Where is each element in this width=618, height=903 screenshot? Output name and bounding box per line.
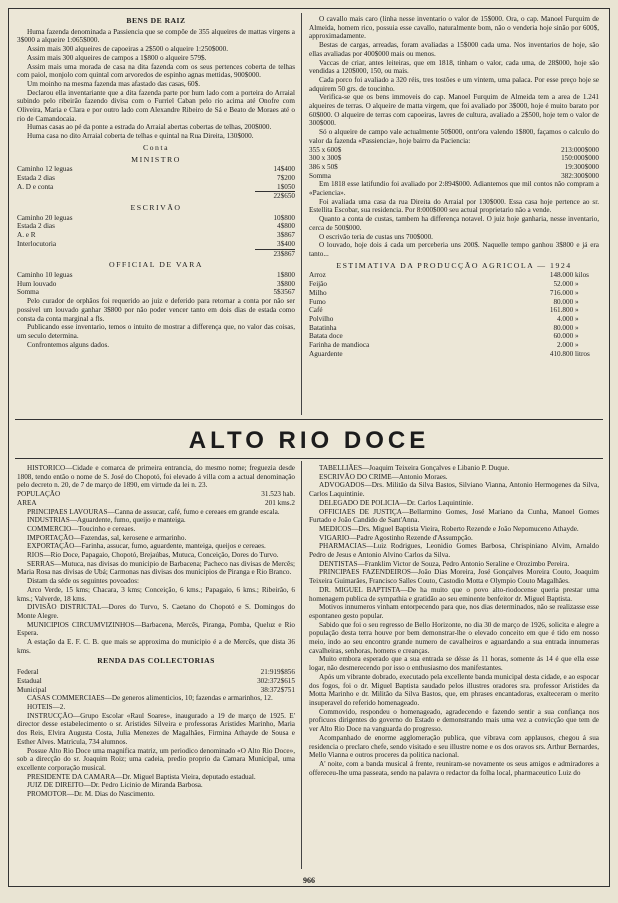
estimativa-value: 148.000 xyxy=(549,271,574,280)
calc-row-value: 150:000$000 xyxy=(561,154,599,163)
paragraph: O louvado, hoje dois á cada um perceberia uns 200$. Naquelle tempo ganhou 3$800 e já era tanto... xyxy=(309,241,599,258)
estimativa-value-wrap xyxy=(550,289,599,298)
calc-row xyxy=(309,146,599,155)
ministro-row-value: 7$200 xyxy=(277,173,295,182)
paragraph: RIOS—Rio Doce, Papagaio, Chopotó, Brejaúbas, Mutuca, Conceição, Dores do Turvo. xyxy=(27,551,279,560)
calc-row-value: 382:300$000 xyxy=(561,171,599,180)
paragraph: SERRAS—Mutuca, nas divisas do municipio de Barbacena; Pacheco nas divisas de Mercês; Maria Rosa nas divisas de Ubá; Carmonas nas divisas dos municipios de Piranga e Rio Branco. xyxy=(17,559,295,577)
oficial-row-value: 3$800 xyxy=(277,279,295,288)
right-column-top xyxy=(309,15,599,358)
estimativa-row xyxy=(309,324,599,333)
paragraph: Um moinho na mesma fazenda mas afastado das casas, 60$. xyxy=(27,79,201,88)
page-number: 966 xyxy=(303,876,315,885)
escrivao-row-label: Interlocutoria xyxy=(17,239,57,248)
estimativa-value: 60.000 xyxy=(553,332,574,341)
escrivao-row xyxy=(17,214,295,223)
estimativa-unit: » xyxy=(575,341,579,350)
paragraph: Arco Verde, 15 kms; Chacara, 3 kms; Conceição, 6 kms.; Papagaio, 6 kms.; Ribeirão, 6 kms.; Valverde, 18 kms. xyxy=(17,585,295,603)
paragraph: TABELLIÃES—Joaquim Teixeira Gonçalves e Libanio P. Duque. xyxy=(319,464,510,472)
estimativa-value: 410.800 xyxy=(549,349,574,358)
paragraph: DR. MIGUEL BAPTISTA—De ha muito que o povo alto-riodocense queria prestar uma homenagem publica de sympathia e gratidão ao seu eminente benfeitor dr. Miguel Baptista. xyxy=(309,585,599,603)
estimativa-row xyxy=(309,271,599,280)
paragraph: DIVISÃO DISTRICTAL—Dores do Turvo, S. Caetano do Chopotó e S. Domingos do Monte Alegre. xyxy=(17,603,295,620)
oficial-row xyxy=(17,288,295,297)
ministro-title: MINISTRO xyxy=(131,154,181,164)
column-divider-top xyxy=(301,13,302,415)
stat-row-label: Federal xyxy=(17,668,39,677)
paragraph: DELEGADO DE POLICIA—Dr. Carlos Laquintinie. xyxy=(319,498,474,507)
paragraph: DENTISTAS—Franklim Victor de Souza, Pedro Antonio Seraline e Orozimbo Pereira. xyxy=(319,559,570,568)
column-divider-bottom xyxy=(301,461,302,869)
ministro-row xyxy=(17,165,295,174)
oficial-row-label: Somma xyxy=(17,288,39,297)
paragraph: Motivos innumeros vinham entorpecendo para que, nos dias determinados, não se realizasse esse espontaneo gesto popular. xyxy=(309,603,599,620)
paragraph: HISTORICO—Cidade e comarca de primeira entrancia, do mesmo nome; freguezia desde 1808, tendo então o nome de S. José do Chopotó, foi elevado á villa com a actual denominação pelo decreto n. 20, de 7 de março de 1890, em virtude da lei n. 23. xyxy=(17,464,295,490)
stat-row-value: 31.523 hab. xyxy=(261,490,295,499)
stat-row-value: 38:372$751 xyxy=(260,685,295,694)
calc-row xyxy=(309,172,599,181)
escrivao-row-label: A. e R xyxy=(17,231,36,240)
estimativa-unit: litros xyxy=(575,349,590,358)
stat-row-label: AREA xyxy=(17,498,37,507)
paragraph: Publicando esse inventario, temos o intuito de mostrar a differença que, no valor das coisas, um seculo determina. xyxy=(17,323,295,340)
estimativa-value: 161.800 xyxy=(549,306,574,315)
estimativa-label: Arroz xyxy=(309,271,326,280)
ministro-total xyxy=(17,192,295,201)
conta-title: Conta xyxy=(142,142,170,152)
oficial-title: OFFICIAL DE VARA xyxy=(108,260,204,270)
paragraph: PROMOTOR—Dr. M. Dias do Nascimento. xyxy=(27,790,155,799)
escrivao-row-value: 3$867 xyxy=(277,231,295,240)
escrivao-row-label: Caminho 20 leguas xyxy=(17,213,73,222)
paragraph: PRESIDENTE DA CAMARA—Dr. Miguel Baptista Vieira, deputado estadual. xyxy=(27,772,256,781)
paragraph: Assim mais 300 alqueires de campos a 1$800 o alqueire 579$. xyxy=(27,53,207,62)
paragraph: MEDICOS—Drs. Miguel Baptista Vieira, Roberto Rezende e João Nepomuceno Athayde. xyxy=(319,524,579,533)
estimativa-value-wrap xyxy=(550,306,599,315)
paragraph: Assim mais 300 alqueires de capoeiras a 2$500 o alqueire 1:250$000. xyxy=(27,45,229,54)
paragraph: Verifica-se que os bens immoveis do cap. Manoel Furquim de Almeida tem a area de 1.241 alqueires de terras. O alqueire de matta virgem, que foi avaliado por 3$000, hoje é muito barato por 60$000. O alqueire de terras com capoeiras, lavres de cultura, avaliado a 2$500, hoje tem o valor de 300$000. xyxy=(309,93,599,128)
oficial-row-label: Hum louvado xyxy=(17,279,57,288)
estimativa-unit: » xyxy=(575,306,579,315)
stat-row xyxy=(17,499,295,508)
paragraph: Em 1818 esse latifundio foi avaliado por 2:894$000. Adiantemos que mil contos não compram a «Paciencia». xyxy=(309,180,599,198)
estimativa-row xyxy=(309,341,599,350)
paragraph: Possue Alto Rio Doce uma magnifica matriz, um periodico denominado «O Alto Rio Doce», sob a direcção do sr. Joaquim Roiz; uma cadeia, predio proprio da Camara Municipal, uma excellente corporação musical. xyxy=(17,746,295,772)
stat-row-value: 201 kms.2 xyxy=(265,498,295,507)
estimativa-value: 52.000 xyxy=(553,280,574,289)
calc-row-value: 213:000$000 xyxy=(561,145,599,154)
paragraph: O cavallo mais caro (linha nesse inventario o valor de 15$000. Ora, o cap. Manoel Furquim de Almeida, homem rico, possuia esse cavallo, naturalmente bom, não o venderia hoje sinão por 600$, approximadamente. xyxy=(309,15,599,41)
stat-row-label: Estadual xyxy=(17,676,42,685)
oficial-row-value: 5$3567 xyxy=(273,288,295,297)
paragraph: PRINCIPAES FAZENDEIROS—João Dias Moreira, José Gonçalves Moreira Couto, Joaquim Teixeira Guimarães, Francisco Salles Couto, Castodio Motta e Olympio Couto Magalhães. xyxy=(309,568,599,586)
escrivao-total-value: 23$867 xyxy=(273,249,295,258)
escrivao-row xyxy=(17,231,295,240)
paragraph: Cada porco foi avaliado a 320 réis, tres tostões e um vintem, uma palaca. Por esse preço hoje se adquirem 50 grs. de toucinho. xyxy=(309,75,599,93)
paragraph: A' noite, com a banda musical á frente, reuniram-se novamente os seus amigos e admiradores a offereceu-lhe uma passeata, sendo na palavra o redactor da folha local, pharmaceutico Luiz do xyxy=(309,759,599,777)
escrivao-row-value: 10$800 xyxy=(273,213,295,222)
estimativa-unit: » xyxy=(575,288,579,297)
estimativa-label: Café xyxy=(309,306,323,315)
estimativa-value-wrap xyxy=(553,280,599,289)
paragraph: Acompanhado de enorme agglomeração publica, que vibrava com applausos, chegou á sua residencia o preclaro chefe, sendo visitado e seu illustre nome e os dos oravos srs. Arthur Bernardes, Mello Vianna e outros proceres da politica nacional. xyxy=(309,733,599,760)
estimativa-value: 80.000 xyxy=(553,323,574,332)
ministro-row-label: A. D e conta xyxy=(17,182,54,191)
paragraph: EXPORTAÇÃO—Farinha, assucar, fumo, aguardente, manteiga, queijos e cereaes. xyxy=(27,542,266,551)
paragraph: Commovido, respondeu o homenageado, agradecendo e fazendo sentir a sua confiança nos proficuos dirigentes do governo do Estado e demonstrando mais uma vez a convicção que tem de ver Alto Rio Doce na vanguarda do progresso. xyxy=(309,707,599,734)
estimativa-row xyxy=(309,298,599,307)
escrivao-title: ESCRIVÃO xyxy=(130,203,182,213)
stat-row xyxy=(17,677,295,686)
ministro-row-label: Estada 2 dias xyxy=(17,173,55,182)
escrivao-total xyxy=(17,250,295,259)
estimativa-value-wrap xyxy=(553,298,599,307)
escrivao-row-label: Estada 2 dias xyxy=(17,222,55,231)
paragraph: JUIZ DE DIREITO—Dr. Pedro Licinio de Miranda Barbosa. xyxy=(27,781,203,790)
paragraph: Huma fazenda denominada a Passiencia que se compõe de 355 alqueires de mattas virgens a 3$000 a alqueire 1:065$000. xyxy=(17,27,295,45)
calc-row xyxy=(309,154,599,163)
calc-row-label: Somma xyxy=(309,171,331,180)
estimativa-label: Fumo xyxy=(309,297,326,306)
left-column-top xyxy=(17,15,295,349)
escrivao-row xyxy=(17,222,295,231)
estimativa-unit: » xyxy=(575,323,579,332)
paragraph: PHARMACIAS—Luiz Rodrigues, Leonidio Gomes Barbosa, Chrispiniano Alvim, Arnaldo Pedro de Jesus e Antonio Alvino Carlos da Silva. xyxy=(309,542,599,560)
stat-row-label: POPULAÇÃO xyxy=(17,490,61,499)
paragraph: Bestas de cargas, arreadas, foram avaliadas a 15$000 cada uma. Nos inventarios de hoje, são ellas avaliadas por 400$000 mais ou menos. xyxy=(309,41,599,58)
estimativa-row xyxy=(309,280,599,289)
escrivao-row-value: 4$800 xyxy=(277,222,295,231)
oficial-row-value: 1$800 xyxy=(277,270,295,279)
calc-row-label: 300 x 300$ xyxy=(309,154,342,163)
calc-row-label: 386 x 50$ xyxy=(309,162,338,171)
estimativa-value-wrap xyxy=(553,324,599,333)
estimativa-row xyxy=(309,315,599,324)
estimativa-unit: » xyxy=(575,280,579,289)
paragraph: Huma casa no dito Arraial coberta de telhas e quintal na Rua Direita, 130$000. xyxy=(27,132,254,141)
estimativa-row xyxy=(309,289,599,298)
paragraph: OFFICIAES DE JUSTIÇA—Bellarmino Gomes, José Mariano da Cunha, Manoel Gomes Furtado e João Candido de Sant'Anna. xyxy=(309,507,599,525)
paragraph: Vaccas de criar, antes leiteiras, que em 1818, tinham o valor, cada uma, de 28$000, hoje são vendidas a 120$000, 150, ou mais. xyxy=(309,58,599,76)
estimativa-label: Aguardente xyxy=(309,349,343,358)
paragraph: Foi avaliada uma casa da rua Direita do Arraial por 130$000. Essa casa hoje pertence ao sr. Estellita Escobar, sua residencia. Por 8:000$000 seu actual proprietario não a vende. xyxy=(309,197,599,215)
paragraph: Confrontemos alguns dados. xyxy=(27,340,110,349)
estimativa-value-wrap xyxy=(557,341,599,350)
estimativa-value: 80.000 xyxy=(553,297,574,306)
estimativa-value: 2.000 xyxy=(557,341,574,350)
estimativa-unit: » xyxy=(575,297,579,306)
estimativa-unit: » xyxy=(575,332,579,341)
ministro-row-value: 1$050 xyxy=(277,182,295,191)
paragraph: O escrivão teria de custas uns 700$000. xyxy=(319,232,433,241)
paragraph: INSTRUCÇÃO—Grupo Escolar «Raul Soares», inaugurado a 19 de março de 1925. E' director desse estabelecimento o sr. Aristides Silveira e professoras Aristides Marinho, Maria dos Reis, Elvira Augusta Costa, Julia Menezes de Magalhães, Firmina Athayde de Sousa e Esther Alves. Matricula, 734 alumnos. xyxy=(17,711,295,746)
section-rule-bottom xyxy=(15,458,603,459)
paragraph: Quanto a conta de custas, tambem ha differença notavel. O juiz hoje ganharia, nesse inventario, cerca de 500$000. xyxy=(309,215,599,232)
paragraph: Declarou ella inventariante que a dita fazenda parte por hum lado com a porteira do Arraial subindo pelo ribeirão fazendo divisa com o Furriel Caban pelo rio acima até Onofre com Oliveira, Maria e Clara e por outro lado com Alexandre Ribeiro de Sá e Beato de Moraes até o rio de Camandocaia. xyxy=(17,88,295,123)
estimativa-label: Milho xyxy=(309,288,327,297)
estimativa-row xyxy=(309,350,599,359)
paragraph: ESCRIVÃO DO CRIME—Antonio Moraes. xyxy=(319,472,448,481)
document-page xyxy=(8,8,610,887)
paragraph: Só o alqueire de campo vale actualmente 50$000, ontr'ora valendo 1$800, façamos o calculo do valor da fazenda «Passiencia», hoje bairro da Paciencia: xyxy=(309,128,599,145)
estimativa-unit: kilos xyxy=(575,271,589,280)
stat-row xyxy=(17,490,295,499)
paragraph: VIGARIO—Padre Agostinho Rezende d'Assumpção. xyxy=(319,533,473,542)
paragraph: IMPORTAÇÃO—Fazendas, sal, kerosene e armarinho. xyxy=(27,533,187,542)
estimativa-title: ESTIMATIVA DA PRODUCÇÃO AGRICOLA — 1924 xyxy=(336,260,572,270)
section-heading: ALTO RIO DOCE xyxy=(188,427,430,454)
calc-row xyxy=(309,163,599,172)
stat-row-value: 21:919$856 xyxy=(260,668,295,677)
paragraph: PRINCIPAES LAVOURAS—Canna de assucar, café, fumo e cereaes em grande escala. xyxy=(27,507,280,516)
estimativa-value-wrap xyxy=(557,315,599,324)
estimativa-label: Farinha de mandioca xyxy=(309,341,370,350)
estimativa-row xyxy=(309,306,599,315)
oficial-row-label: Caminho 10 leguas xyxy=(17,270,73,279)
paragraph: Sabido que foi o seu regresso de Bello Horizonte, no dia 30 de março de 1926, solicita e alegre a população desta terra houve por bem demonstrar-lhe o elevado conceito em que é tido em nosso meio, indo ao seu encontro grande numero de cavalheiros e aguardando a sua entrada innumeras cavalheiras, senhoras, homens e creanças. xyxy=(309,620,599,655)
calc-row-label: 355 x 600$ xyxy=(309,145,342,154)
escrivao-row xyxy=(17,240,295,249)
estimativa-value-wrap xyxy=(553,332,599,341)
stat-row xyxy=(17,668,295,677)
estimativa-value-wrap xyxy=(550,350,599,359)
oficial-row xyxy=(17,271,295,280)
paragraph: Após um vibrante dobrado, executado pela excellente banda municipal desta cidade, e ao espocar dos fogos, foi o dr. Miguel Baptista saudado pelos illustres oradores sra. professor Aristides da Motta Marinho e dr. Militão da Silva Bastos, que, em phrases encantadoras, exalteceram o merito insuperavel do referido homenageado. xyxy=(309,672,599,707)
oficial-row xyxy=(17,280,295,289)
paragraph: CASAS COMMERCIAES—De generos alimenticios, 10; fazendas e armarinhos, 12. xyxy=(27,694,273,703)
paragraph: MUNICIPIOS CIRCUMVIZINHOS—Barbacena, Mercês, Piranga, Pomba, Queluz e Rio Espera. xyxy=(17,620,295,638)
estimativa-label: Batatinha xyxy=(309,323,337,332)
paragraph: Distam da séde os seguintes povoados: xyxy=(27,577,139,586)
estimativa-row xyxy=(309,332,599,341)
estimativa-label: Batata doce xyxy=(309,332,343,341)
stat-row-value: 302:372$615 xyxy=(257,676,295,685)
paragraph: ADVOGADOS—Drs. Militão da Silva Bastos, Silviano Vianna, Antonio Hermogenes da Silva, Carlos Laquintinie. xyxy=(309,481,599,499)
ministro-row xyxy=(17,183,295,192)
paragraph: Humas casas ao pé da ponte a estrada do Arraial abertas cobertas de telhas, 200$000. xyxy=(27,123,272,132)
section-rule-top xyxy=(15,419,603,420)
estimativa-unit: » xyxy=(575,314,579,323)
estimativa-value: 716.000 xyxy=(549,288,574,297)
estimativa-value-wrap xyxy=(550,271,599,280)
paragraph: COMMERCIO—Toucinho e cereaes. xyxy=(27,524,136,533)
stat-row-label: Municipal xyxy=(17,685,47,694)
paragraph: A estação da E. F. C. B. que mais se approxima do municipio é a de Mercês, que dista 36 kms. xyxy=(17,638,295,655)
ministro-total-value: 22$650 xyxy=(273,192,295,201)
bens-title: BENS DE RAIZ xyxy=(126,16,186,25)
stat-row xyxy=(17,686,295,695)
estimativa-label: Polvilho xyxy=(309,314,334,323)
ministro-row-label: Caminho 12 leguas xyxy=(17,165,73,174)
calc-row-value: 19:300$000 xyxy=(564,162,599,171)
ministro-row-value: 14$400 xyxy=(273,165,295,174)
ministro-row xyxy=(17,174,295,183)
left-column-bottom xyxy=(17,464,295,799)
estimativa-value: 4.000 xyxy=(557,314,574,323)
escrivao-row-value: 3$400 xyxy=(277,239,295,248)
paragraph: HOTEIS—2. xyxy=(27,702,66,711)
paragraph: Assim mais uma morada de casa na dita fazenda com os seus pertences coberta de telhas com paiol, monjolo com quintal com arvoredos de espinho agnas mettidas, 900$000. xyxy=(17,62,295,80)
right-column-bottom xyxy=(309,464,599,777)
subheading: RENDA DAS COLLECTORIAS xyxy=(97,656,215,666)
paragraph: Muito embora esperado que a sua entrada se désse ás 11 horas, somente ás 14 é que ella esse logar, não desmerecendo por isso o enthusiasmo dos manifestantes. xyxy=(309,655,599,673)
paragraph: Pelo curador de orphãos foi requerido ao juiz e deferido para retornar a conta por não ser possivel um louvado ganhar 3$800 por não poder vencer tanto em dois dias de estada como consta da conta marginal a fls. xyxy=(17,297,295,323)
estimativa-label: Feijão xyxy=(309,280,327,289)
paragraph: INDUSTRIAS—Aguardente, fumo, queijo e manteiga. xyxy=(27,516,186,525)
